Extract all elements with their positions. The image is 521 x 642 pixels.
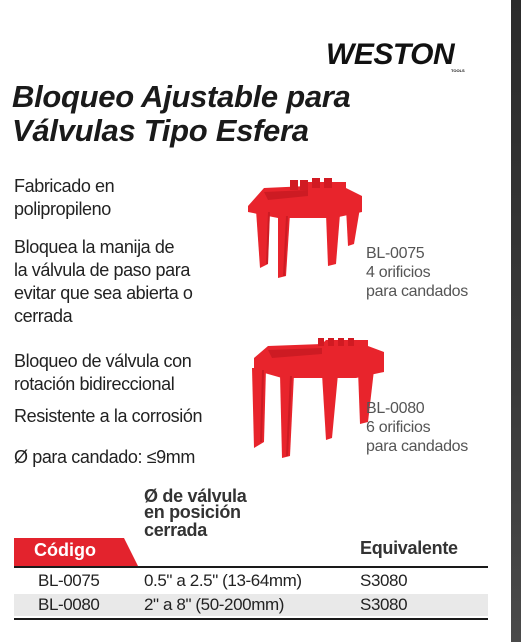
cell-code: BL-0080 bbox=[38, 595, 100, 614]
table-row bbox=[14, 570, 488, 592]
bl-0080-product-image bbox=[246, 338, 386, 460]
page-title bbox=[12, 80, 432, 148]
equivalent-header: Equivalente bbox=[360, 538, 458, 558]
valve-header-line: cerrada bbox=[144, 520, 207, 540]
table-rule-bottom bbox=[14, 618, 488, 620]
bl-0075-model: BL-0075 bbox=[366, 245, 425, 262]
bl-0080-purpose: para candados bbox=[366, 438, 468, 455]
cell-size: 0.5" a 2.5" (13-64mm) bbox=[144, 571, 302, 590]
feature-line: Bloquea la manija de bbox=[14, 237, 175, 257]
valve-header-line: en posición bbox=[144, 502, 241, 522]
valve-header-line: Ø de válvula bbox=[144, 486, 247, 506]
feature-line: polipropileno bbox=[14, 199, 111, 219]
code-header: Código bbox=[34, 540, 96, 560]
bl-0075-holes: 4 orificios bbox=[366, 264, 431, 281]
cell-size: 2" a 8" (50-200mm) bbox=[144, 595, 284, 614]
feature-line: Ø para candado: ≤9mm bbox=[14, 447, 195, 467]
bl-0075-product-image bbox=[238, 178, 364, 282]
feature-line: Bloqueo de válvula con bbox=[14, 351, 192, 371]
title-line-1: Bloqueo Ajustable para bbox=[12, 79, 351, 114]
title-line-2: Válvulas Tipo Esfera bbox=[12, 113, 309, 148]
bl-0075-purpose: para candados bbox=[366, 283, 468, 300]
right-edge-strip bbox=[511, 0, 521, 642]
bl-0080-model: BL-0080 bbox=[366, 400, 425, 417]
table-row bbox=[14, 594, 488, 616]
valve-header bbox=[144, 488, 246, 538]
table-rule-top bbox=[14, 566, 488, 568]
cell-code: BL-0075 bbox=[38, 571, 100, 590]
feature-line: la válvula de paso para bbox=[14, 260, 190, 280]
feature-line: Fabricado en bbox=[14, 176, 115, 196]
bl-0080-holes: 6 orificios bbox=[366, 419, 431, 436]
cell-equivalent: S3080 bbox=[360, 571, 408, 590]
weston-logo-sub: TOOLS bbox=[451, 68, 465, 73]
feature-line: evitar que sea abierta o bbox=[14, 283, 193, 303]
feature-line: cerrada bbox=[14, 306, 73, 326]
cell-equivalent: S3080 bbox=[360, 595, 408, 614]
weston-logo: WESTON bbox=[326, 38, 455, 71]
feature-line: Resistente a la corrosión bbox=[14, 406, 203, 426]
feature-line: rotación bidireccional bbox=[14, 374, 175, 394]
